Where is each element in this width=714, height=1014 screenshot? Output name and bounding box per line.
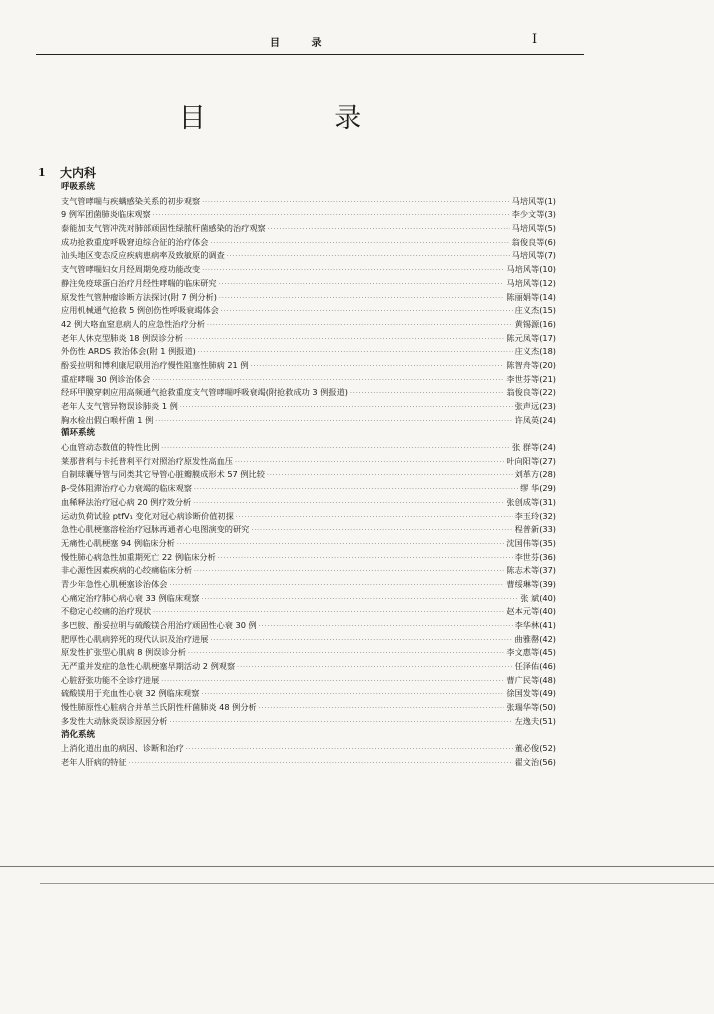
dot-leader <box>169 716 512 730</box>
toc-entry[interactable] <box>61 236 556 250</box>
entry-title: 莱那普利与卡托普利平行对照治疗原发性高血压 <box>61 455 233 466</box>
entry-title: 9 例军团菌肺炎临床观察 <box>61 209 151 220</box>
entry-author: 马培风等 <box>506 277 540 288</box>
toc-entry[interactable] <box>61 414 556 428</box>
entry-page: (31) <box>539 496 556 507</box>
entry-title: 成功抢救重度呼吸窘迫综合征的治疗体会 <box>61 236 209 247</box>
entry-page: (36) <box>539 551 556 562</box>
entry-page: (21) <box>539 373 556 384</box>
page-number: I <box>532 32 538 47</box>
dot-leader <box>201 688 504 702</box>
entry-author: 庄义杰 <box>514 346 540 357</box>
entry-author: 翟文治 <box>514 756 540 767</box>
entry-page: (39) <box>539 578 556 589</box>
toc-entry[interactable] <box>61 277 556 291</box>
entry-page: (49) <box>539 688 556 699</box>
entry-page: (17) <box>539 332 556 343</box>
toc-entry[interactable] <box>61 715 556 729</box>
entry-title: 支气管哮喘妇女月经周期免疫功能改变 <box>61 264 201 275</box>
toc-entry[interactable] <box>61 359 556 373</box>
toc-entry[interactable] <box>61 222 556 236</box>
entry-author: 曹广民等 <box>506 674 540 685</box>
entry-title: 自制球囊导管与同类其它导管心脏瓣膜成形术 57 例比较 <box>61 469 265 480</box>
dot-leader <box>268 223 510 237</box>
entry-author: 刘革方 <box>514 469 540 480</box>
entry-title: 上消化道出血的病因、诊断和治疗 <box>61 743 184 754</box>
entry-title: 经环甲膜穿刺应用高频通气抢救重度支气管哮喘呼吸衰竭(附抢救成功 3 例报道) <box>61 387 348 398</box>
entry-page: (35) <box>539 537 556 548</box>
dot-leader <box>218 552 513 566</box>
entry-author: 李文惠等 <box>506 647 540 658</box>
toc-entry[interactable] <box>61 468 556 482</box>
toc-entry[interactable] <box>61 578 556 592</box>
entry-page: (45) <box>539 647 556 658</box>
entry-author: 李世芬 <box>514 551 540 562</box>
entry-author: 曹绥琳等 <box>506 578 540 589</box>
entry-author: 徐国发等 <box>506 688 540 699</box>
entry-title: 无痛性心肌梗塞 94 例临床分析 <box>61 537 175 548</box>
toc-entry[interactable] <box>61 660 556 674</box>
entry-author: 李玉玲 <box>514 510 540 521</box>
toc-entry[interactable] <box>61 496 556 510</box>
entry-author: 李少文等 <box>511 209 545 220</box>
entry-page: (52) <box>539 743 556 754</box>
dot-leader <box>237 661 512 675</box>
dot-leader <box>219 278 505 292</box>
toc-entry[interactable] <box>61 605 556 619</box>
entry-author: 马培风等 <box>511 195 545 206</box>
toc-entry[interactable] <box>61 551 556 565</box>
entry-title: 汕头地区变态反应疾病患病率及致敏原的调查 <box>61 250 225 261</box>
entry-author: 程普新 <box>514 524 540 535</box>
dot-leader <box>129 757 513 771</box>
entry-author: 翁俊良等 <box>511 236 545 247</box>
entry-page: (18) <box>539 346 556 357</box>
entry-page: (37) <box>539 565 556 576</box>
entry-page: (48) <box>539 674 556 685</box>
entry-title: 原发性扩张型心肌病 8 例误诊分析 <box>61 647 187 658</box>
dot-leader <box>152 374 504 388</box>
entry-author: 赵本元等 <box>506 606 540 617</box>
dot-leader <box>210 634 512 648</box>
entry-author: 马培风等 <box>511 223 545 234</box>
subsection-heading: 呼吸系统 <box>61 182 96 192</box>
entry-page: (28) <box>539 469 556 480</box>
entry-author: 许凤英 <box>514 414 540 425</box>
entry-title: 泰能加支气管冲洗对肺部顽固性绿脓杆菌感染的治疗观察 <box>61 223 266 234</box>
toc-entry[interactable] <box>61 619 556 633</box>
entry-title: 运动负荷试验 ptfV₁ 变化对冠心病诊断价值初探 <box>61 510 234 521</box>
dot-leader <box>210 237 509 251</box>
dot-leader <box>202 196 509 210</box>
entry-author: 李华林 <box>514 620 540 630</box>
toc-entry[interactable] <box>61 208 556 222</box>
toc-entry[interactable] <box>61 633 556 647</box>
entry-page: (10) <box>539 264 556 275</box>
entry-page: (22) <box>539 387 556 398</box>
entry-author: 陈志术等 <box>506 565 540 576</box>
dot-leader <box>251 524 512 538</box>
entry-page: (42) <box>539 633 556 644</box>
dot-leader <box>259 620 513 634</box>
dot-leader <box>235 456 504 470</box>
toc-entry[interactable] <box>61 345 556 359</box>
toc-entry[interactable] <box>61 674 556 688</box>
footer-rule <box>0 866 714 867</box>
entry-page: (14) <box>539 291 556 302</box>
entry-title: 42 例大咯血窒息病人的应急性治疗分析 <box>61 318 206 329</box>
dot-leader <box>155 415 512 429</box>
entry-page: (7) <box>544 250 556 261</box>
toc-entry[interactable] <box>61 195 556 209</box>
entry-page: (1) <box>544 195 556 206</box>
entry-page: (6) <box>544 236 556 247</box>
toc-entry[interactable] <box>61 564 556 578</box>
toc-entry[interactable] <box>61 592 556 606</box>
dot-leader <box>185 333 504 347</box>
entry-title: 胸水检出假白喉杆菌 1 例 <box>61 414 154 425</box>
entry-author: 张 斌 <box>520 592 540 603</box>
dot-leader <box>186 743 513 757</box>
entry-page: (51) <box>539 715 556 726</box>
toc-entry[interactable] <box>61 386 556 400</box>
entry-page: (12) <box>539 277 556 288</box>
toc-entry[interactable] <box>61 291 556 305</box>
toc-entry[interactable] <box>61 249 556 263</box>
toc-entry[interactable] <box>61 318 556 332</box>
entry-author: 叶向阳等 <box>506 455 540 466</box>
entry-title: 慢性肺心病急性加重期死亡 22 例临床分析 <box>61 551 216 562</box>
entry-title: 老年人支气管异物误诊肺炎 1 例 <box>61 401 178 411</box>
entry-title: 无严重并发症的急性心肌梗塞早期活动 2 例观察 <box>61 661 236 672</box>
entry-title: 重症哮喘 30 例诊治体会 <box>61 373 151 384</box>
entry-title: 心血管动态数值的特性比例 <box>61 442 160 453</box>
dot-leader <box>161 442 510 456</box>
entry-title: 原发性气管肿瘤诊断方法探讨(附 7 例分析) <box>61 291 217 302</box>
dot-leader <box>198 346 513 360</box>
entry-author: 陈丽娟等 <box>506 291 540 302</box>
entry-author: 张瑞华等 <box>506 702 540 713</box>
entry-title: 心脏舒张功能不全诊疗进展 <box>61 674 160 685</box>
entry-author: 翁俊良等 <box>506 387 540 398</box>
dot-leader <box>207 319 513 333</box>
entry-author: 张创成等 <box>506 496 540 507</box>
toc-entry[interactable] <box>61 687 556 701</box>
toc-entry[interactable] <box>61 510 556 524</box>
entry-author: 缪 华 <box>520 483 540 494</box>
header-rule <box>36 54 584 55</box>
entry-author: 陈智舟等 <box>506 359 540 370</box>
dot-leader <box>153 209 510 223</box>
entry-author: 曲雅罄 <box>514 633 540 644</box>
entry-page: (23) <box>539 401 556 411</box>
entry-title: 多发性大动脉炎误诊原因分析 <box>61 715 168 726</box>
toc-entry[interactable] <box>61 304 556 318</box>
entry-title: 慢性肺原性心脏病合并革兰氏阴性杆菌肺炎 48 例分析 <box>61 702 257 713</box>
entry-title: 血稀释法治疗冠心病 20 例疗效分析 <box>61 496 192 507</box>
entry-page: (40) <box>539 592 556 603</box>
entry-title: 肥厚性心肌病猝死的现代认识及治疗进展 <box>61 633 209 644</box>
entry-title: 静注免疫球蛋白治疗月经性哮喘的临床研究 <box>61 277 217 288</box>
running-header <box>0 34 714 52</box>
entry-title: 老年人休克型肺炎 18 例误诊分析 <box>61 332 184 343</box>
dot-leader <box>202 264 504 278</box>
dot-leader <box>180 401 513 415</box>
entry-title: 心痛定治疗肺心病心衰 33 例临床观察 <box>61 592 200 603</box>
entry-page: (16) <box>539 318 556 329</box>
dot-leader <box>177 538 505 552</box>
entry-page: (50) <box>539 702 556 713</box>
entry-page: (20) <box>539 359 556 370</box>
entry-page: (24) <box>539 442 556 453</box>
entry-title: 支气管哮喘与疾螨感染关系的初步观察 <box>61 195 201 206</box>
entry-title: 不稳定心绞痛的治疗现状 <box>61 606 152 617</box>
entry-author: 左逸夫 <box>514 715 540 726</box>
toc-entry[interactable] <box>61 537 556 551</box>
entry-title: β-受体阻滞治疗心力衰竭的临床观察 <box>61 483 192 494</box>
section-name: 大内科 <box>60 166 97 180</box>
entry-page: (27) <box>539 455 556 466</box>
toc-entry[interactable] <box>61 742 556 756</box>
entry-title: 老年人肝病的特征 <box>61 756 127 767</box>
entry-page: (46) <box>539 661 556 672</box>
entry-author: 马培风等 <box>506 264 540 275</box>
entry-author: 董必俊 <box>514 743 540 754</box>
table-of-contents <box>61 181 556 770</box>
entry-author: 陈元凤等 <box>506 332 540 343</box>
subsection-heading: 消化系统 <box>61 729 96 740</box>
entry-title: 非心源性因素疾病的心绞痛临床分析 <box>61 565 193 576</box>
toc-entry[interactable] <box>61 756 556 770</box>
entry-author: 黄锡源 <box>514 318 540 329</box>
dot-leader <box>193 497 504 511</box>
dot-leader <box>267 469 513 483</box>
dot-leader <box>219 292 504 306</box>
entry-title: 酚妥拉明和博利康尼联用治疗慢性阻塞性肺病 21 例 <box>61 359 249 370</box>
entry-page: (24) <box>539 414 556 425</box>
entry-author: 沈国伟等 <box>506 537 540 548</box>
running-title: 目 录 <box>270 38 336 49</box>
page-title: 目 录 <box>178 103 422 134</box>
subsection-heading: 循环系统 <box>61 428 96 439</box>
entry-page: (32) <box>539 510 556 521</box>
entry-title: 急性心肌梗塞溶栓治疗冠脉再通者心电图演变的研究 <box>61 524 250 535</box>
entry-page: (5) <box>544 223 556 234</box>
toc-entry[interactable] <box>61 263 556 277</box>
entry-author: 马培风等 <box>511 250 545 261</box>
dot-leader <box>227 250 510 264</box>
dot-leader <box>169 579 504 593</box>
dot-leader <box>221 305 513 319</box>
dot-leader <box>188 647 504 661</box>
toc-entry[interactable] <box>61 373 556 387</box>
dot-leader <box>259 702 505 716</box>
entry-page: (40) <box>539 606 556 617</box>
entry-title: 多巴胺、酚妥拉明与硫酸镁合用治疗顽固性心衰 30 例 <box>61 620 257 630</box>
entry-author: 张 群等 <box>512 442 540 453</box>
toc-entry[interactable] <box>61 441 556 455</box>
section-number: 1 <box>38 166 46 179</box>
entry-page: (3) <box>544 209 556 220</box>
footer-rule-secondary <box>40 883 714 884</box>
entry-author: 李世芬等 <box>506 373 540 384</box>
dot-leader <box>161 675 504 689</box>
toc-entry[interactable] <box>61 701 556 715</box>
toc-entry[interactable] <box>61 523 556 537</box>
dot-leader <box>194 483 518 497</box>
entry-title: 外伤性 ARDS 救治体会(附 1 例报道) <box>61 346 196 357</box>
dot-leader <box>201 593 518 607</box>
dot-leader <box>251 360 505 374</box>
entry-title: 青少年急性心肌梗塞诊治体会 <box>61 578 168 589</box>
toc-entry[interactable] <box>61 332 556 346</box>
entry-page: (41) <box>539 620 556 630</box>
toc-entry[interactable] <box>61 646 556 660</box>
dot-leader <box>350 387 504 401</box>
entry-title: 应用机械通气抢救 5 例创伤性呼吸衰竭体会 <box>61 305 219 316</box>
toc-entry[interactable] <box>61 455 556 469</box>
entry-page: (33) <box>539 524 556 535</box>
entry-author: 张声远 <box>514 401 540 411</box>
dot-leader <box>236 511 513 525</box>
entry-author: 庄义杰 <box>514 305 540 316</box>
entry-page: (29) <box>539 483 556 494</box>
entry-page: (15) <box>539 305 556 316</box>
toc-entry[interactable] <box>61 400 556 414</box>
entry-author: 任泽佑 <box>514 661 540 672</box>
dot-leader <box>153 606 504 620</box>
entry-title: 硫酸镁用于充血性心衰 32 例临床观察 <box>61 688 200 699</box>
toc-entry[interactable] <box>61 482 556 496</box>
dot-leader <box>194 565 504 579</box>
entry-page: (56) <box>539 756 556 767</box>
